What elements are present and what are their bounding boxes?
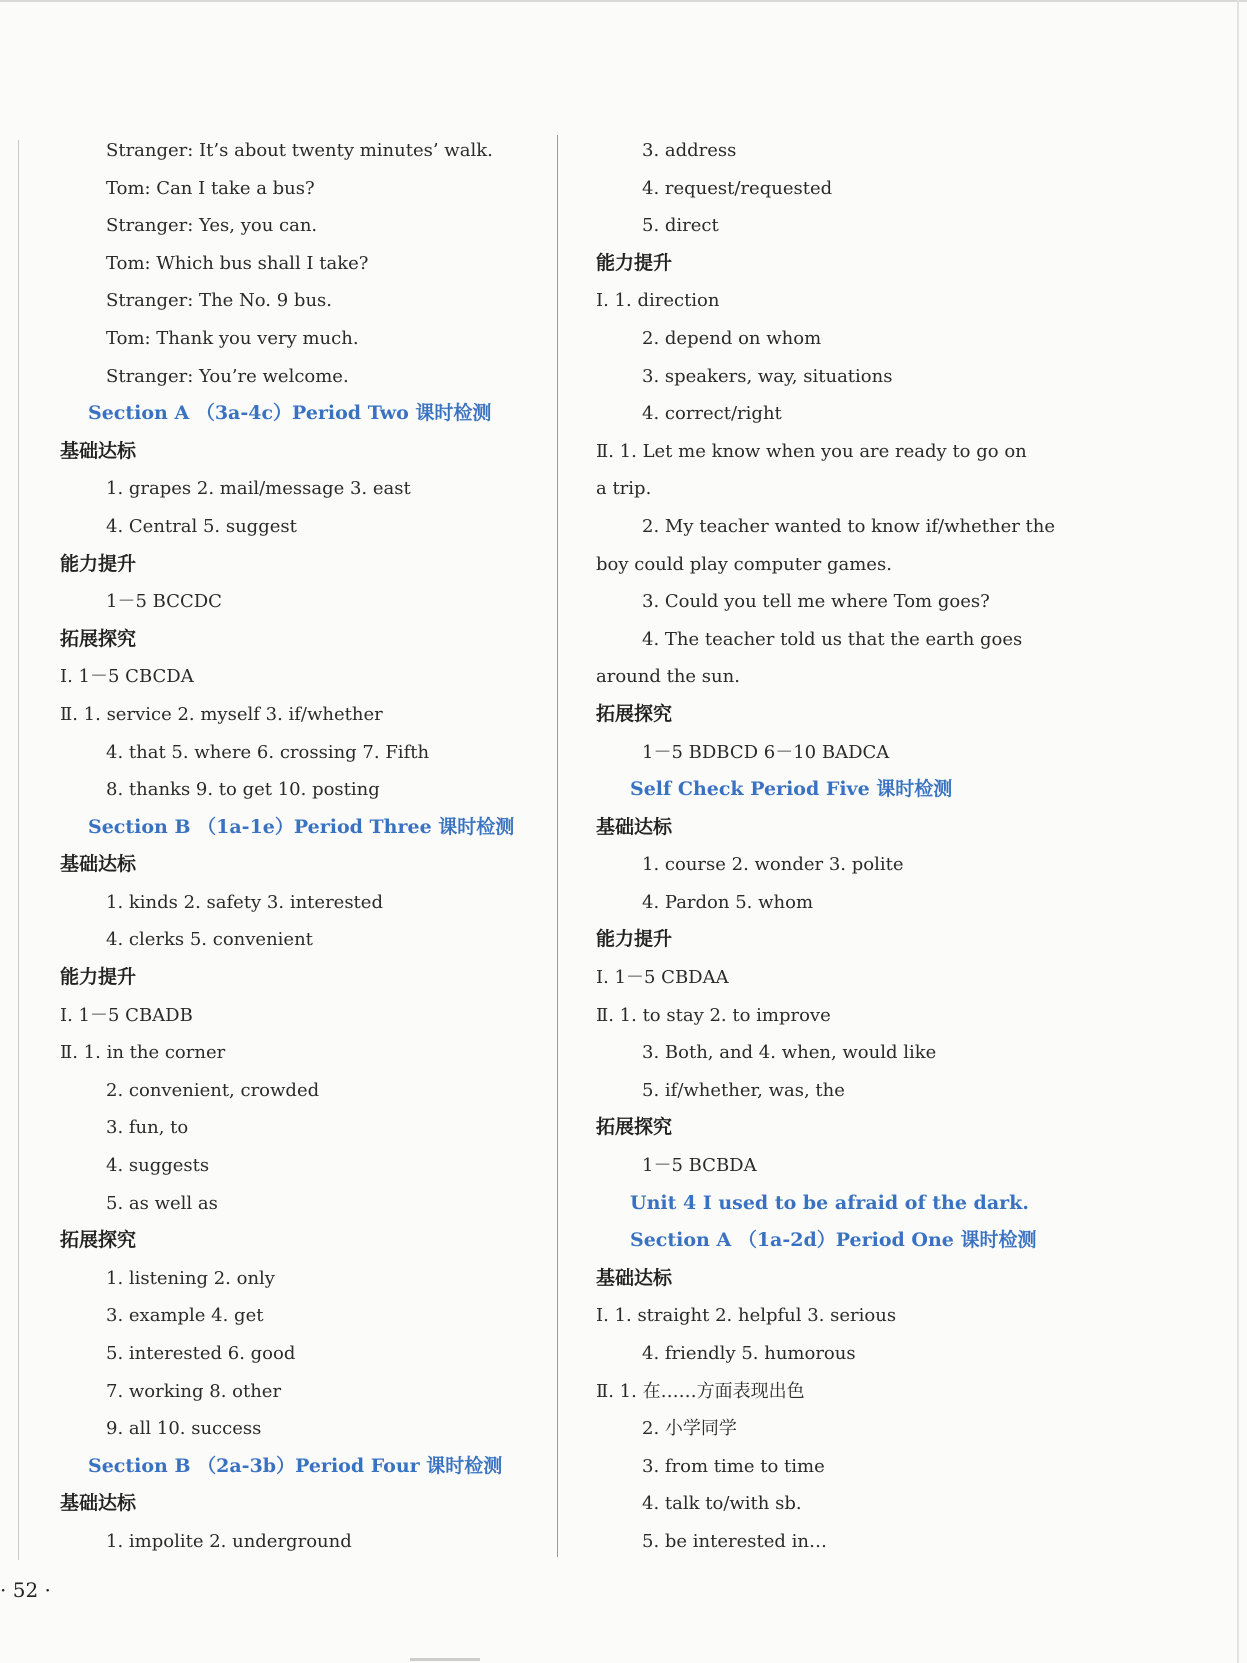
section-heading: Section A （3a-4c）Period Two 课时检测: [88, 402, 492, 425]
answer-line: 1－5 BDBCD 6－10 BADCA: [642, 741, 890, 763]
answer-line: 4. that 5. where 6. crossing 7. Fifth: [106, 741, 430, 763]
section-heading: Unit 4 I used to be afraid of the dark.: [630, 1191, 1029, 1214]
answer-line: Tom: Which bus shall I take?: [106, 252, 369, 274]
answer-line: 3. from time to time: [642, 1455, 825, 1477]
answer-line: 4. request/requested: [642, 177, 833, 199]
subsection-heading: 能力提升: [60, 966, 137, 989]
answer-line: 4. The teacher told us that the earth goes: [642, 628, 1023, 650]
answer-line: Ⅱ. 1. 在……方面表现出色: [596, 1380, 805, 1402]
answer-line: Ⅱ. 1. Let me know when you are ready to go on: [596, 440, 1027, 462]
answer-line: 4. Central 5. suggest: [106, 515, 297, 537]
answer-line: 5. as well as: [106, 1192, 218, 1214]
right-edge-rule: [1237, 0, 1239, 1663]
subsection-heading: 能力提升: [60, 552, 137, 575]
answer-line: boy could play computer games.: [596, 553, 892, 575]
answer-line: 2. 小学同学: [642, 1418, 737, 1440]
answer-line: 4. clerks 5. convenient: [106, 929, 313, 951]
answer-line: 4. talk to/with sb.: [642, 1493, 802, 1515]
left-margin-rule: [18, 140, 19, 1560]
answer-line: Ⅱ. 1. service 2. myself 3. if/whether: [60, 703, 383, 725]
answer-line: 5. be interested in…: [642, 1530, 828, 1552]
answer-line: around the sun.: [596, 666, 740, 688]
answer-line: Stranger: The No. 9 bus.: [106, 290, 332, 312]
answer-line: Stranger: You’re welcome.: [106, 365, 349, 387]
answer-line: Ⅰ. 1. direction: [596, 290, 720, 312]
subsection-heading: 基础达标: [596, 815, 673, 838]
answer-line: 1. listening 2. only: [106, 1267, 275, 1289]
answer-line: a trip.: [596, 478, 652, 500]
answer-line: Tom: Can I take a bus?: [106, 177, 315, 199]
subsection-heading: 基础达标: [60, 1492, 137, 1515]
section-heading: Section B （2a-3b）Period Four 课时检测: [88, 1454, 503, 1477]
answer-line: Ⅱ. 1. to stay 2. to improve: [596, 1004, 831, 1026]
right-column: [596, 132, 1066, 1561]
answer-line: 3. address: [642, 140, 737, 161]
answer-line: 4. friendly 5. humorous: [642, 1343, 856, 1364]
subsection-heading: 拓展探究: [60, 627, 137, 650]
answer-line: 7. working 8. other: [106, 1380, 282, 1402]
answer-line: 4. suggests: [106, 1155, 210, 1177]
answer-line: 3. Both, and 4. when, would like: [642, 1042, 937, 1064]
answer-line: 5. interested 6. good: [106, 1343, 296, 1364]
answer-line: 1. course 2. wonder 3. polite: [642, 854, 904, 876]
answer-line: Stranger: Yes, you can.: [106, 215, 318, 237]
top-edge-rule: [0, 0, 1247, 2]
answer-line: 1. kinds 2. safety 3. interested: [106, 891, 383, 913]
answer-line: 2. convenient, crowded: [106, 1079, 320, 1101]
subsection-heading: 基础达标: [60, 439, 137, 462]
answer-line: 3. fun, to: [106, 1117, 189, 1139]
answer-line: 1. grapes 2. mail/message 3. east: [106, 478, 411, 500]
answer-line: Ⅰ. 1－5 CBDAA: [596, 967, 729, 989]
subsection-heading: 拓展探究: [60, 1229, 137, 1252]
subsection-heading: 拓展探究: [596, 1116, 673, 1139]
answer-line: 5. if/whether, was, the: [642, 1079, 845, 1101]
answer-line: 2. depend on whom: [642, 327, 822, 349]
answer-line: 9. all 10. success: [106, 1418, 262, 1440]
subsection-heading: 基础达标: [596, 1266, 673, 1289]
page-number: · 52 ·: [0, 1578, 51, 1602]
answer-line: 1－5 BCCDC: [106, 591, 222, 613]
section-heading: Self Check Period Five 课时检测: [630, 778, 953, 801]
answer-line: 4. correct/right: [642, 403, 782, 425]
left-column: [60, 132, 550, 1561]
answer-line: 1－5 BCBDA: [642, 1155, 757, 1177]
subsection-heading: 能力提升: [596, 251, 673, 274]
section-heading: Section A （1a-2d）Period One 课时检测: [630, 1229, 1037, 1252]
answer-line: 5. direct: [642, 215, 719, 237]
answer-line: 4. Pardon 5. whom: [642, 891, 814, 913]
answer-line: 3. speakers, way, situations: [642, 365, 893, 387]
answer-line: 3. Could you tell me where Tom goes?: [642, 591, 990, 613]
answer-line: Ⅰ. 1. straight 2. helpful 3. serious: [596, 1305, 897, 1327]
answer-line: 2. My teacher wanted to know if/whether the: [642, 515, 1056, 537]
answer-line: Ⅰ. 1－5 CBCDA: [60, 666, 194, 688]
subsection-heading: 能力提升: [596, 928, 673, 951]
answer-line: Ⅰ. 1－5 CBADB: [60, 1004, 193, 1026]
answer-line: Tom: Thank you very much.: [106, 327, 359, 349]
bottom-mark: [410, 1658, 480, 1661]
section-heading: Section B （1a-1e）Period Three 课时检测: [88, 815, 515, 838]
subsection-heading: 基础达标: [60, 853, 137, 876]
answer-line: 3. example 4. get: [106, 1305, 264, 1327]
answer-line: Stranger: It’s about twenty minutes’ walk.: [106, 140, 493, 161]
answer-line: 8. thanks 9. to get 10. posting: [106, 779, 380, 801]
answer-line: Ⅱ. 1. in the corner: [60, 1042, 226, 1064]
column-divider: [557, 135, 558, 1557]
answer-line: 1. impolite 2. underground: [106, 1530, 352, 1552]
subsection-heading: 拓展探究: [596, 702, 673, 725]
